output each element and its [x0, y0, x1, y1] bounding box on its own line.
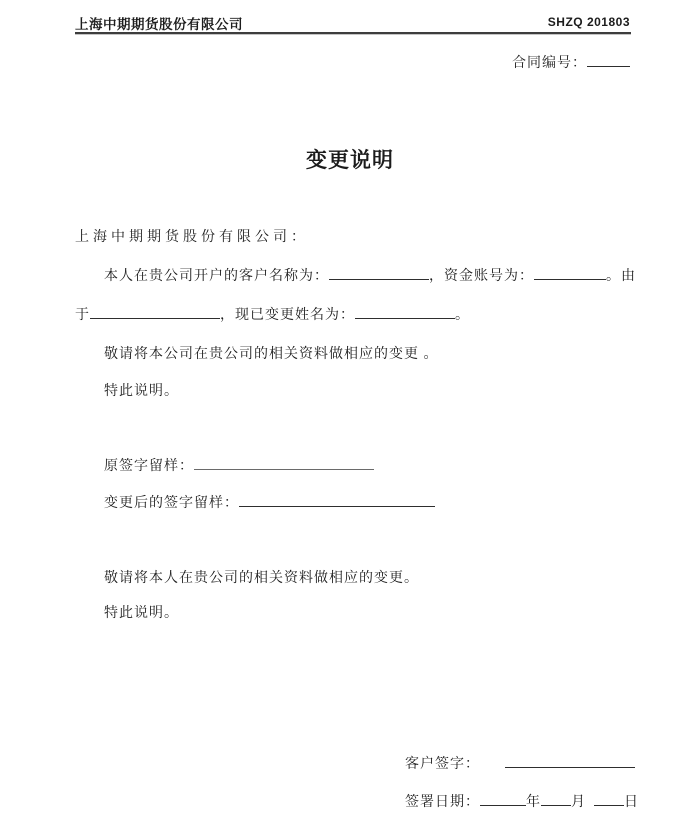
- contract-number-blank[interactable]: [587, 53, 630, 67]
- year-blank[interactable]: [480, 792, 526, 806]
- new-signature-label: 变更后的签字留样：: [104, 496, 239, 511]
- customer-name-blank[interactable]: [329, 266, 429, 280]
- account-number-blank[interactable]: [534, 266, 606, 280]
- salutation: 上海中期期货股份有限公司：: [75, 230, 309, 245]
- signing-date-label: 签署日期：: [405, 795, 480, 810]
- original-signature-blank[interactable]: [194, 456, 374, 470]
- reason-blank[interactable]: [90, 305, 220, 319]
- header-company-name: 上海中期期货股份有限公司: [75, 17, 243, 32]
- reason-prefix: 于: [75, 308, 90, 323]
- document-title: 变更说明: [306, 149, 394, 172]
- request-company-line: 敬请将本公司在贵公司的相关资料做相应的变更 。: [104, 347, 439, 362]
- contract-number-label: 合同编号：: [512, 56, 587, 71]
- paragraph-line-1: [104, 265, 636, 285]
- customer-signature-row: [405, 753, 635, 773]
- original-signature-row: [104, 455, 374, 475]
- month-blank[interactable]: [541, 792, 571, 806]
- customer-signature-label: 客户签字：: [405, 757, 480, 772]
- customer-signature-blank[interactable]: [505, 754, 635, 768]
- signing-date-row: [405, 791, 639, 811]
- new-name-label: ，现已变更姓名为：: [220, 308, 355, 323]
- year-label: 年: [526, 795, 541, 810]
- new-signature-row: [104, 492, 435, 512]
- day-blank[interactable]: [594, 792, 624, 806]
- customer-name-label: 本人在贵公司开户的客户名称为：: [104, 269, 329, 284]
- contract-number-row: [512, 52, 630, 72]
- line2-tail: 。: [455, 308, 470, 323]
- request-person-line: 敬请将本人在贵公司的相关资料做相应的变更。: [104, 571, 419, 586]
- header-rule: [75, 32, 631, 35]
- account-label: ，资金账号为：: [429, 269, 534, 284]
- day-label: 日: [624, 795, 639, 810]
- paragraph-line-2: [75, 304, 470, 324]
- new-name-blank[interactable]: [355, 305, 455, 319]
- line1-tail: 。由: [606, 269, 636, 284]
- statement-line-1: 特此说明。: [104, 384, 179, 399]
- statement-line-2: 特此说明。: [104, 606, 179, 621]
- new-signature-blank[interactable]: [239, 493, 435, 507]
- month-label: 月: [571, 795, 586, 810]
- original-signature-label: 原签字留样：: [104, 459, 194, 474]
- header-form-code: SHZQ 201803: [547, 15, 630, 29]
